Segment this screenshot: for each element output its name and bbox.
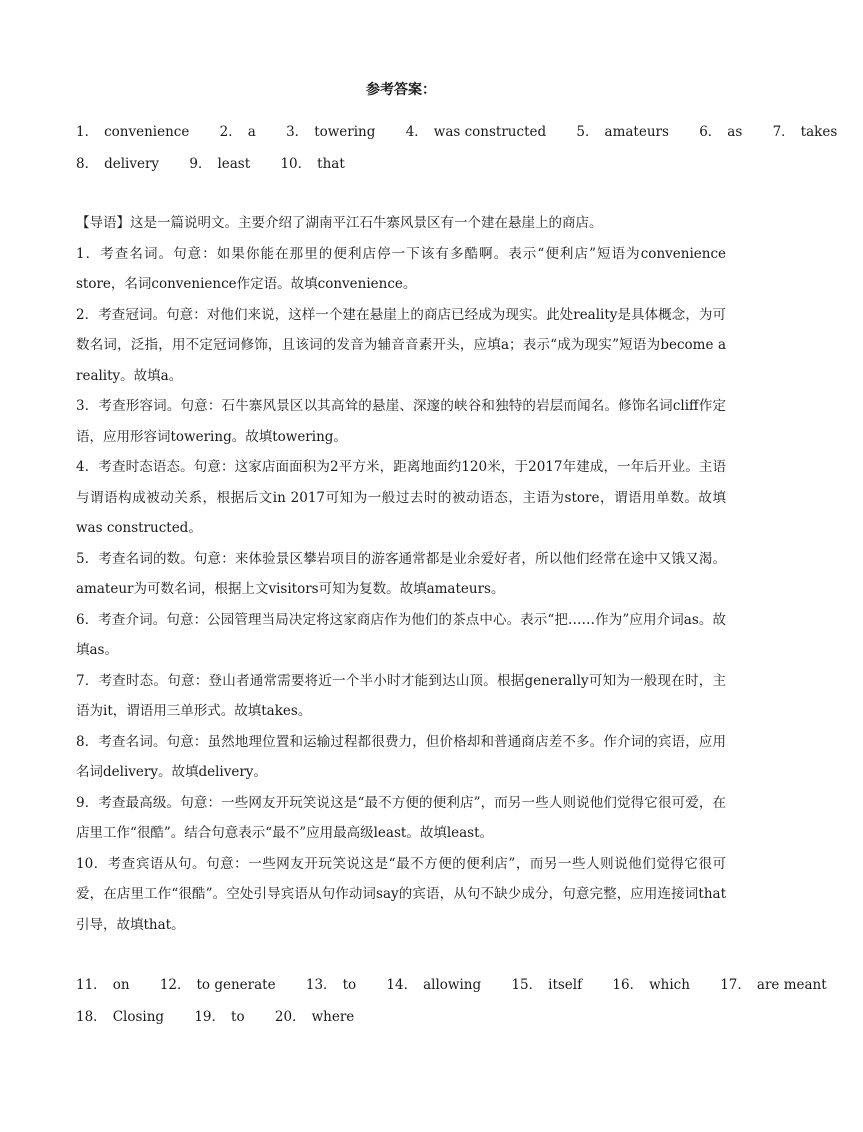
- answer-item: 12． to generate: [159, 977, 276, 993]
- explanation-item: 5．考查名词的数。句意：来体验景区攀岩项目的游客通常都是业余爱好者，所以他们经常在途中又饿又渴。amateur为可数名词，根据上文visitors可知为复数。故填amateurs。: [76, 550, 726, 597]
- explanation-item: 3．考查形容词。句意：石牛寨风景区以其高耸的悬崖、深邃的峡谷和独特的岩层而闻名。修饰名词cliff作定语，应用形容词towering。故填towering。: [76, 398, 726, 445]
- answer-item: 7． takes: [772, 124, 838, 140]
- explanation-item: 1．考查名词。句意：如果你能在那里的便利店停一下该有多酷啊。表示“便利店”短语为convenience store，名词convenience作定语。故填convenience。: [76, 245, 726, 292]
- answer-item: 20． where: [274, 1009, 355, 1025]
- answer-row: [76, 1005, 380, 1025]
- answer-item: 14． allowing: [386, 977, 482, 993]
- answer-item: 11． on: [76, 977, 130, 993]
- answer-item: 19． to: [194, 1009, 245, 1025]
- answer-row: [76, 152, 371, 172]
- answer-item: 16． which: [612, 977, 690, 993]
- explanation-item: 4．考查时态语态。句意：这家店面面积为2平方米，距离地面约120米，于2017年建成，一年后开业。主语与谓语构成被动关系，根据后文in 2017可知为一般过去时的被动语态，主语为store，谓语用单数。故填was constructed。: [76, 459, 726, 536]
- answer-item: 10． that: [280, 156, 345, 172]
- answer-item: 4． was constructed: [405, 124, 547, 140]
- explanation-item: 10．考查宾语从句。句意：一些网友开玩笑说这是“最不方便的便利店”，而另一些人则说他们觉得它很可爱，在店里工作“很酷”。空处引导宾语从句作动词say的宾语，从句不缺少成分，句意完整，应用连接词that引导，故填that。: [76, 855, 726, 933]
- answer-item: 9． least: [189, 156, 251, 172]
- explanation-item: 6．考查介词。句意：公园管理当局决定将这家商店作为他们的茶点中心。表示“把……作为”应用介词as。故填as。: [76, 611, 726, 658]
- explanation-section: [76, 208, 726, 940]
- page-title: 参考答案：: [366, 82, 436, 98]
- answer-item: 17． are meant: [720, 977, 827, 993]
- answer-item: 5． amateurs: [576, 124, 669, 140]
- answer-item: 6． as: [699, 124, 743, 140]
- answer-item: 3． towering: [286, 124, 376, 140]
- intro-paragraph: 【导语】这是一篇说明文。主要介绍了湖南平江石牛寨风景区有一个建在悬崖上的商店。: [76, 215, 603, 231]
- explanation-item: 7．考查时态。句意：登山者通常需要将近一个半小时才能到达山顶。根据generally可知为一般现在时，主语为it，谓语用三单形式。故填takes。: [76, 672, 726, 719]
- explanation-item: 9．考查最高级。句意：一些网友开玩笑说这是“最不方便的便利店”，而另一些人则说他们觉得它很可爱，在店里工作“很酷”。结合句意表示“最不”应用最高级least。故填least。: [76, 794, 726, 841]
- answer-item: 1． convenience: [76, 124, 190, 140]
- answer-item: 13． to: [305, 977, 357, 993]
- answer-item: 15． itself: [511, 977, 583, 993]
- explanation-item: 2．考查冠词。句意：对他们来说，这样一个建在悬崖上的商店已经成为现实。此处reality是具体概念，为可数名词，泛指，用不定冠词修饰，且该词的发音为辅音音素开头，应填a；表示“成为现实”短语为become a reality。故填a。: [76, 306, 726, 384]
- answer-item: 18． Closing: [76, 1009, 165, 1025]
- answer-row: [76, 120, 863, 140]
- answer-item: 8． delivery: [76, 156, 160, 172]
- answer-row: [76, 973, 853, 993]
- explanation-item: 8．考查名词。句意：虽然地理位置和运输过程都很费力，但价格却和普通商店差不多。作介词的宾语，应用名词delivery。故填delivery。: [76, 733, 726, 780]
- answer-item: 2． a: [219, 124, 256, 140]
